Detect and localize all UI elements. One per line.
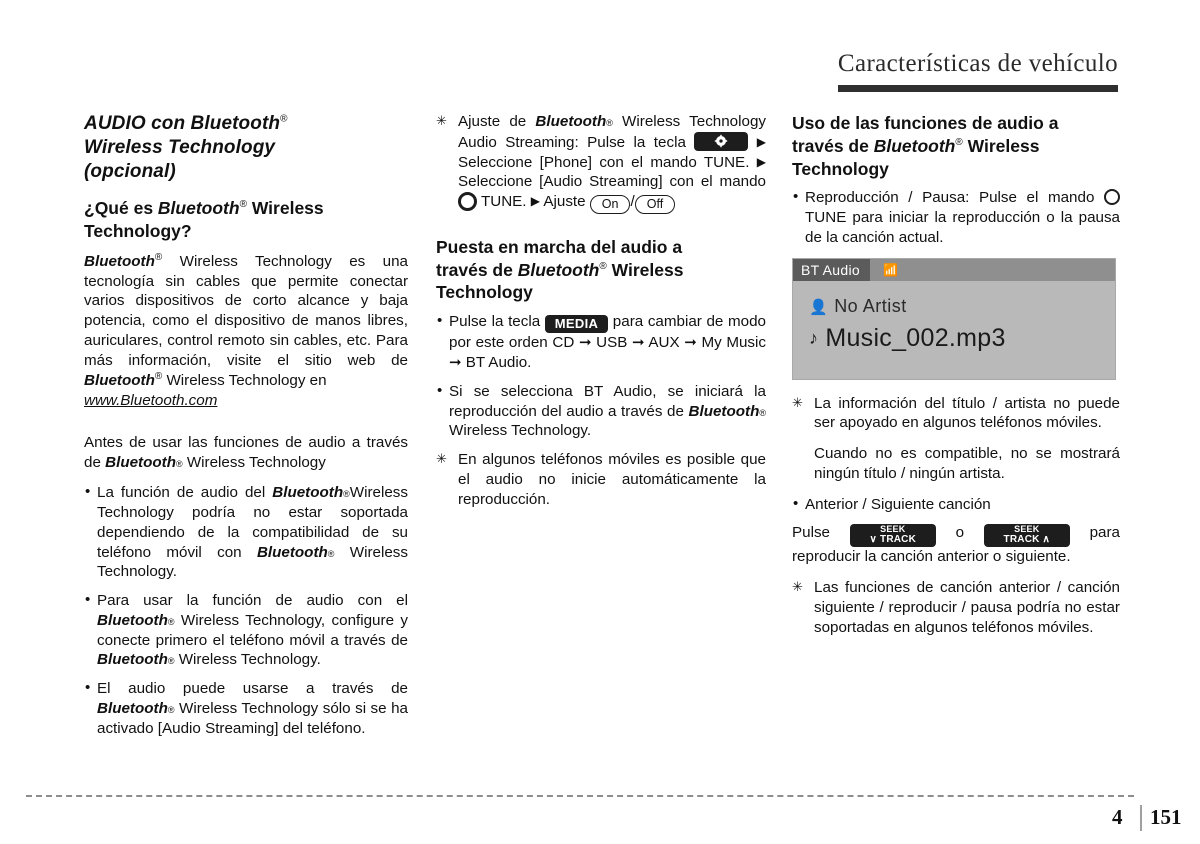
- header-rule-light: [78, 85, 838, 92]
- bullet-list-playpause: [792, 188, 1120, 247]
- music-note-icon: ♪: [809, 327, 819, 348]
- display-artist: [809, 295, 907, 318]
- subtitle-text-b: Wireless: [246, 198, 324, 219]
- item-text-b: Wireless Technology.: [449, 422, 592, 440]
- subtitle-text-a: Puesta en marcha del audio a: [436, 236, 683, 257]
- registered-mark: ®: [167, 616, 175, 627]
- brand-bluetooth: Bluetooth: [105, 453, 176, 471]
- subtitle-text-a: ¿Qué es: [84, 198, 158, 219]
- registered-mark: ®: [759, 407, 766, 418]
- list-item: [84, 591, 408, 670]
- subtitle-text-c: Technology?: [84, 221, 192, 241]
- paragraph-text-cont: Wireless Technology: [182, 453, 326, 471]
- subtitle-text-d: Technology: [436, 282, 533, 303]
- item-text-b: Wireless Technology sólo si se ha activado [Audio Streaming] del teléfono.: [97, 699, 408, 737]
- bluetooth-website-link[interactable]: www.Bluetooth.com: [84, 392, 218, 410]
- item-text-f: BT Audio.: [461, 354, 532, 372]
- brand-bluetooth: Bluetooth: [84, 252, 155, 270]
- tune-knob-icon[interactable]: [1104, 189, 1120, 205]
- paragraph-before-use: [84, 433, 408, 473]
- person-icon: 👤: [809, 298, 829, 316]
- list-item: [436, 382, 766, 441]
- note-text-e: TUNE.: [480, 193, 531, 210]
- subsection-title-startup: [436, 236, 766, 304]
- list-item: [792, 188, 1120, 247]
- bt-audio-tab: BT Audio: [793, 259, 870, 281]
- note-list-title-artist: [792, 394, 1120, 434]
- brand-bluetooth: Bluetooth: [688, 402, 760, 420]
- paragraph-text: Antes de usar las funciones de audio a través de: [84, 433, 408, 471]
- footer-chapter-number: 4: [1112, 805, 1123, 829]
- seek-text-a: Pulse: [792, 524, 830, 542]
- subtitle-text-c: Wireless: [606, 259, 684, 280]
- registered-mark: ®: [606, 118, 613, 128]
- item-text-b: Wireless Technology, configure y conecte primero el teléfono móvil a través de: [97, 611, 408, 649]
- item-text-a: Para usar la función de audio con el: [97, 592, 408, 610]
- subtitle-text-b: través de: [792, 135, 874, 156]
- display-track: [809, 322, 1006, 355]
- off-toggle-button[interactable]: Off: [635, 195, 675, 214]
- column-two: [436, 112, 766, 520]
- paragraph-text-cont: Wireless Technology en: [162, 372, 327, 390]
- item-text-c: Wireless Technology.: [174, 651, 321, 669]
- registered-mark: ®: [955, 136, 963, 148]
- media-button[interactable]: MEDIA: [545, 315, 608, 333]
- paragraph-text: Wireless Technology es una tecnología sin cables que permite conectar varios dispositivos de corto alcance y baja potencia, como el dispositivo de manos libres, auriculares, control remoto sin cables, etc. Para más información, visite el sitio web de: [84, 252, 408, 369]
- brand-bluetooth: Bluetooth: [272, 484, 344, 502]
- footer-divider: [26, 795, 1134, 797]
- on-toggle-button[interactable]: On: [590, 195, 631, 214]
- bullet-list-col2: [436, 312, 766, 441]
- section-title-line1: AUDIO con Bluetooth: [84, 113, 281, 134]
- track-name: Music_002.mp3: [825, 323, 1006, 352]
- note-list-autoplay: [436, 450, 766, 509]
- list-item: [436, 312, 766, 373]
- tune-knob-icon[interactable]: [458, 192, 477, 211]
- registered-mark: ®: [239, 199, 247, 211]
- subsection-title-usage: [792, 112, 1120, 180]
- paragraph-seek: [792, 523, 1120, 567]
- registered-mark: ®: [167, 704, 175, 715]
- seek-label-top: SEEK: [1014, 524, 1040, 535]
- artist-name: No Artist: [834, 295, 907, 316]
- item-text-b: para cambiar de modo por este orden CD: [449, 313, 766, 352]
- display-topbar: [793, 259, 1115, 281]
- note-text-f: Ajuste: [539, 193, 590, 210]
- item-text-a: Si se selecciona BT Audio, se iniciará la reproducción del audio a través de: [449, 382, 766, 420]
- footer-page-number: 151: [1150, 805, 1182, 829]
- list-item: [84, 483, 408, 582]
- section-title: [84, 112, 408, 183]
- note-list-audio-streaming: [436, 112, 766, 214]
- seek-track-next-button[interactable]: [984, 524, 1070, 547]
- item-text-c: Wireless Technology.: [97, 543, 408, 581]
- page-title: Características de vehículo: [837, 50, 1118, 77]
- arrow-right-icon: ➞: [632, 334, 645, 352]
- bluetooth-icon: 📶: [883, 262, 898, 277]
- note-text-b: Wireless Technology Audio Streaming: Pulse la tecla: [458, 113, 766, 151]
- bullet-list-prevnext: [792, 495, 1120, 515]
- seek-label-top: SEEK: [880, 524, 906, 535]
- paragraph-what-is: [84, 251, 408, 411]
- setup-gear-button[interactable]: [694, 132, 748, 151]
- brand-bluetooth: Bluetooth: [97, 611, 168, 629]
- head-unit-display: [792, 258, 1116, 380]
- right-triangle-icon: ▶: [530, 194, 540, 208]
- registered-mark: ®: [175, 458, 183, 469]
- registered-mark: ®: [327, 548, 335, 559]
- column-one: [84, 112, 408, 747]
- seek-label-bottom: ∨ TRACK: [869, 534, 917, 546]
- section-title-line2: Wireless Technology: [84, 136, 276, 158]
- registered-mark: ®: [154, 371, 163, 383]
- subtitle-text-b: través de: [436, 259, 518, 280]
- item-text-a: Pulse la tecla: [449, 313, 545, 331]
- registered-mark: ®: [154, 251, 163, 263]
- seek-text-b: para reproducir la canción anterior o siguiente.: [792, 524, 1120, 566]
- list-item: • Anterior / Siguiente canción: [792, 495, 1120, 515]
- column-three: [792, 112, 1120, 648]
- arrow-right-icon: ➞: [684, 334, 697, 352]
- item-text-a: Reproducción / Pausa: Pulse el mando: [805, 189, 1104, 207]
- brand-bluetooth: Bluetooth: [84, 372, 155, 390]
- brand-bluetooth: Bluetooth: [517, 259, 600, 280]
- item-text-e: My Music: [696, 334, 766, 352]
- note-item: ✳ La información del título / artista no puede ser apoyado en algunos teléfonos móviles.: [792, 394, 1120, 434]
- subtitle-text-d: Technology: [792, 158, 889, 179]
- brand-bluetooth: Bluetooth: [97, 651, 168, 669]
- brand-bluetooth: Bluetooth: [157, 198, 240, 219]
- note-text-d: Seleccione [Audio Streaming] con el mando: [458, 173, 766, 191]
- registered-mark: ®: [343, 489, 350, 500]
- note-item: ✳ Las funciones de canción anterior / canción siguiente / reproducir / pausa podría no estar soportadas en algunos teléfonos móviles.: [792, 578, 1120, 637]
- note-continuation: Cuando no es compatible, no se mostrará ningún título / ningún artista.: [814, 445, 1120, 482]
- seek-track-prev-button[interactable]: [850, 524, 936, 547]
- brand-bluetooth: Bluetooth: [256, 543, 328, 561]
- right-triangle-icon: ▶: [756, 154, 766, 169]
- note-item: ✳ En algunos teléfonos móviles es posible que el audio no inicie automáticamente la reproducción.: [436, 450, 766, 509]
- note-text-c: Seleccione [Phone] con el mando TUNE.: [458, 153, 757, 171]
- slash-separator: /: [630, 193, 635, 210]
- note-text-a: Ajuste de: [458, 113, 536, 130]
- brand-bluetooth: Bluetooth: [873, 135, 956, 156]
- note-list-unsupported: [792, 578, 1120, 637]
- item-text-b: TUNE para iniciar la reproducción o la pausa de la canción actual.: [805, 209, 1120, 246]
- bullet-list-col1: [84, 483, 408, 738]
- page-header: [0, 26, 1200, 77]
- note-item: [436, 112, 766, 214]
- brand-bluetooth: Bluetooth: [535, 113, 607, 130]
- registered-mark: ®: [599, 260, 607, 272]
- item-text-b: Wireless Technology podría no estar soportada dependiendo de la compatibilidad de su teléfono móvil con: [97, 484, 408, 561]
- seek-text-o: o: [955, 524, 965, 542]
- item-text-c: USB: [591, 334, 633, 352]
- section-title-line3: (opcional): [84, 160, 176, 182]
- list-item: [84, 679, 408, 738]
- item-text-d: AUX: [644, 334, 685, 352]
- arrow-right-icon: ➞: [578, 334, 592, 352]
- registered-mark: ®: [167, 656, 175, 667]
- right-triangle-icon: ▶: [756, 134, 766, 149]
- brand-bluetooth: Bluetooth: [97, 699, 168, 717]
- seek-label-bottom: TRACK ∧: [1003, 534, 1051, 546]
- subsection-title-what-is: [84, 197, 408, 243]
- footer-separator: [1140, 805, 1142, 831]
- arrow-right-icon: ➞: [449, 354, 462, 372]
- subtitle-text-c: Wireless: [962, 135, 1040, 156]
- registered-mark: ®: [280, 113, 288, 125]
- item-text-a: El audio puede usarse a través de: [97, 680, 408, 698]
- item-text-a: La función de audio del: [97, 484, 273, 502]
- subtitle-text-a: Uso de las funciones de audio a: [792, 113, 1059, 133]
